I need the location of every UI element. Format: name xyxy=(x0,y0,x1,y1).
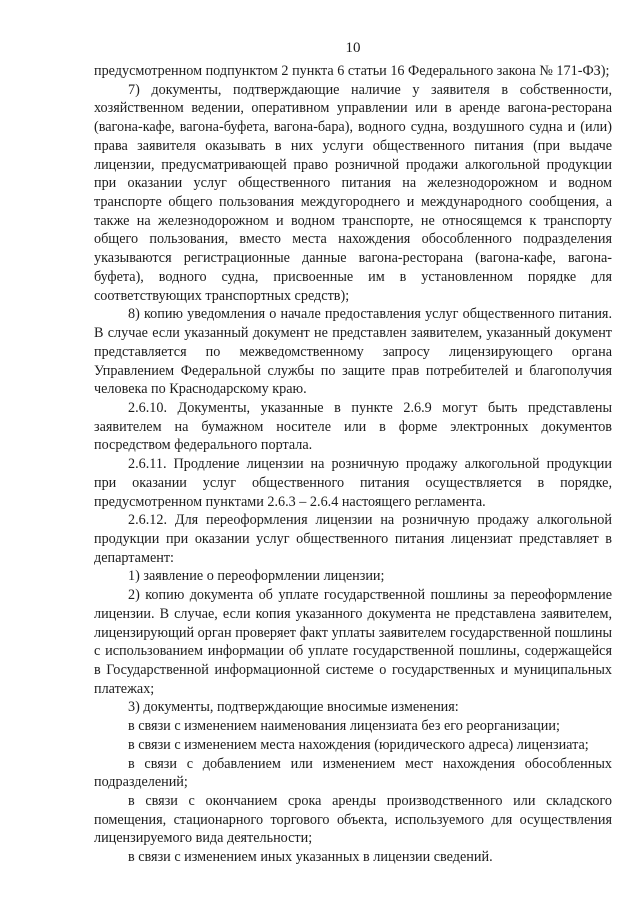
paragraph-change-name: в связи с изменением наименования лицензиата без его реорганизации; xyxy=(128,718,560,735)
paragraph-item-2-fee-copy: 2) копию документа об уплате государственной пошлины за переоформление лицензии. В случае, если копия указанного документа не представлена заявителем, лицензирующий орган проверяет факт уплаты заявителем государственной пошлины с использованием информации об уплате государственной пошлины, содержащейся в Государственной информационной системе о государственных и муниципальных платежах; xyxy=(94,587,612,697)
paragraph-item-3-documents: 3) документы, подтверждающие вносимые изменения: xyxy=(128,699,459,716)
paragraph-other-changes: в связи с изменением иных указанных в лицензии сведений. xyxy=(128,849,493,866)
paragraph-2-6-11: 2.6.11. Продление лицензии на розничную продажу алкогольной продукции при оказании услуг общественного питания осуществляется в порядке, предусмотренном пунктами 2.6.3 – 2.6.4 настоящего регламента. xyxy=(94,456,612,510)
paragraph-item-1-application: 1) заявление о переоформлении лицензии; xyxy=(128,568,385,585)
paragraph-lease-end: в связи с окончанием срока аренды производственного или складского помещения, стационарного торгового объекта, используемого для осуществления лицензируемого вида деятельности; xyxy=(94,793,612,847)
paragraph-change-location: в связи с изменением места нахождения (юридического адреса) лицензиата; xyxy=(128,736,589,753)
paragraph-change-subdivisions: в связи с добавлением или изменением мест нахождения обособленных подразделений; xyxy=(94,755,612,791)
paragraph-continuation: предусмотренном подпунктом 2 пункта 6 статьи 16 Федерального закона № 171-ФЗ); xyxy=(94,63,610,79)
document-body xyxy=(94,62,612,867)
paragraph-item-7-documents: 7) документы, подтверждающие наличие у заявителя в собственности, хозяйственном ведении, оперативном управлении или в аренде вагона-ресторана (вагона-кафе, вагона-буфета, вагона-бара), водного судна, воздушного судна и (или) права заявителя оказывать в них услуги общественного питания (при выдаче лицензии, предусматривающей право розничной продажи алкогольной продукции при оказании услуг общественного питания на железнодорожном и водном транспорте общего пользования междугороднего и международного сообщения, а также на железнодорожном и водном транспорте, не относящемся к транспорту общего пользования, вместо места нахождения обособленного подразделения указываются регистрационные данные вагона-ресторана (вагона-кафе, вагона-буфета), водного судна, присвоенные им в установленном порядке для соответствующих транспортных средств); xyxy=(94,81,612,304)
page-number: 10 xyxy=(345,40,361,56)
paragraph-item-8-notification: 8) копию уведомления о начале предоставления услуг общественного питания. В случае если указанный документ не представлен заявителем, указанный документ представляется по межведомственному запросу лицензирующего органа Управлением Федеральной службы по защите прав потребителей и благополучия человека по Краснодарскому краю. xyxy=(94,306,612,398)
paragraph-2-6-12: 2.6.12. Для переоформления лицензии на розничную продажу алкогольной продукции при оказании услуг общественного питания лицензиат представляет в департамент: xyxy=(94,512,612,566)
paragraph-2-6-10: 2.6.10. Документы, указанные в пункте 2.6.9 могут быть представлены заявителем на бумажном носителе или в форме электронных документов посредством федерального портала. xyxy=(94,399,612,454)
